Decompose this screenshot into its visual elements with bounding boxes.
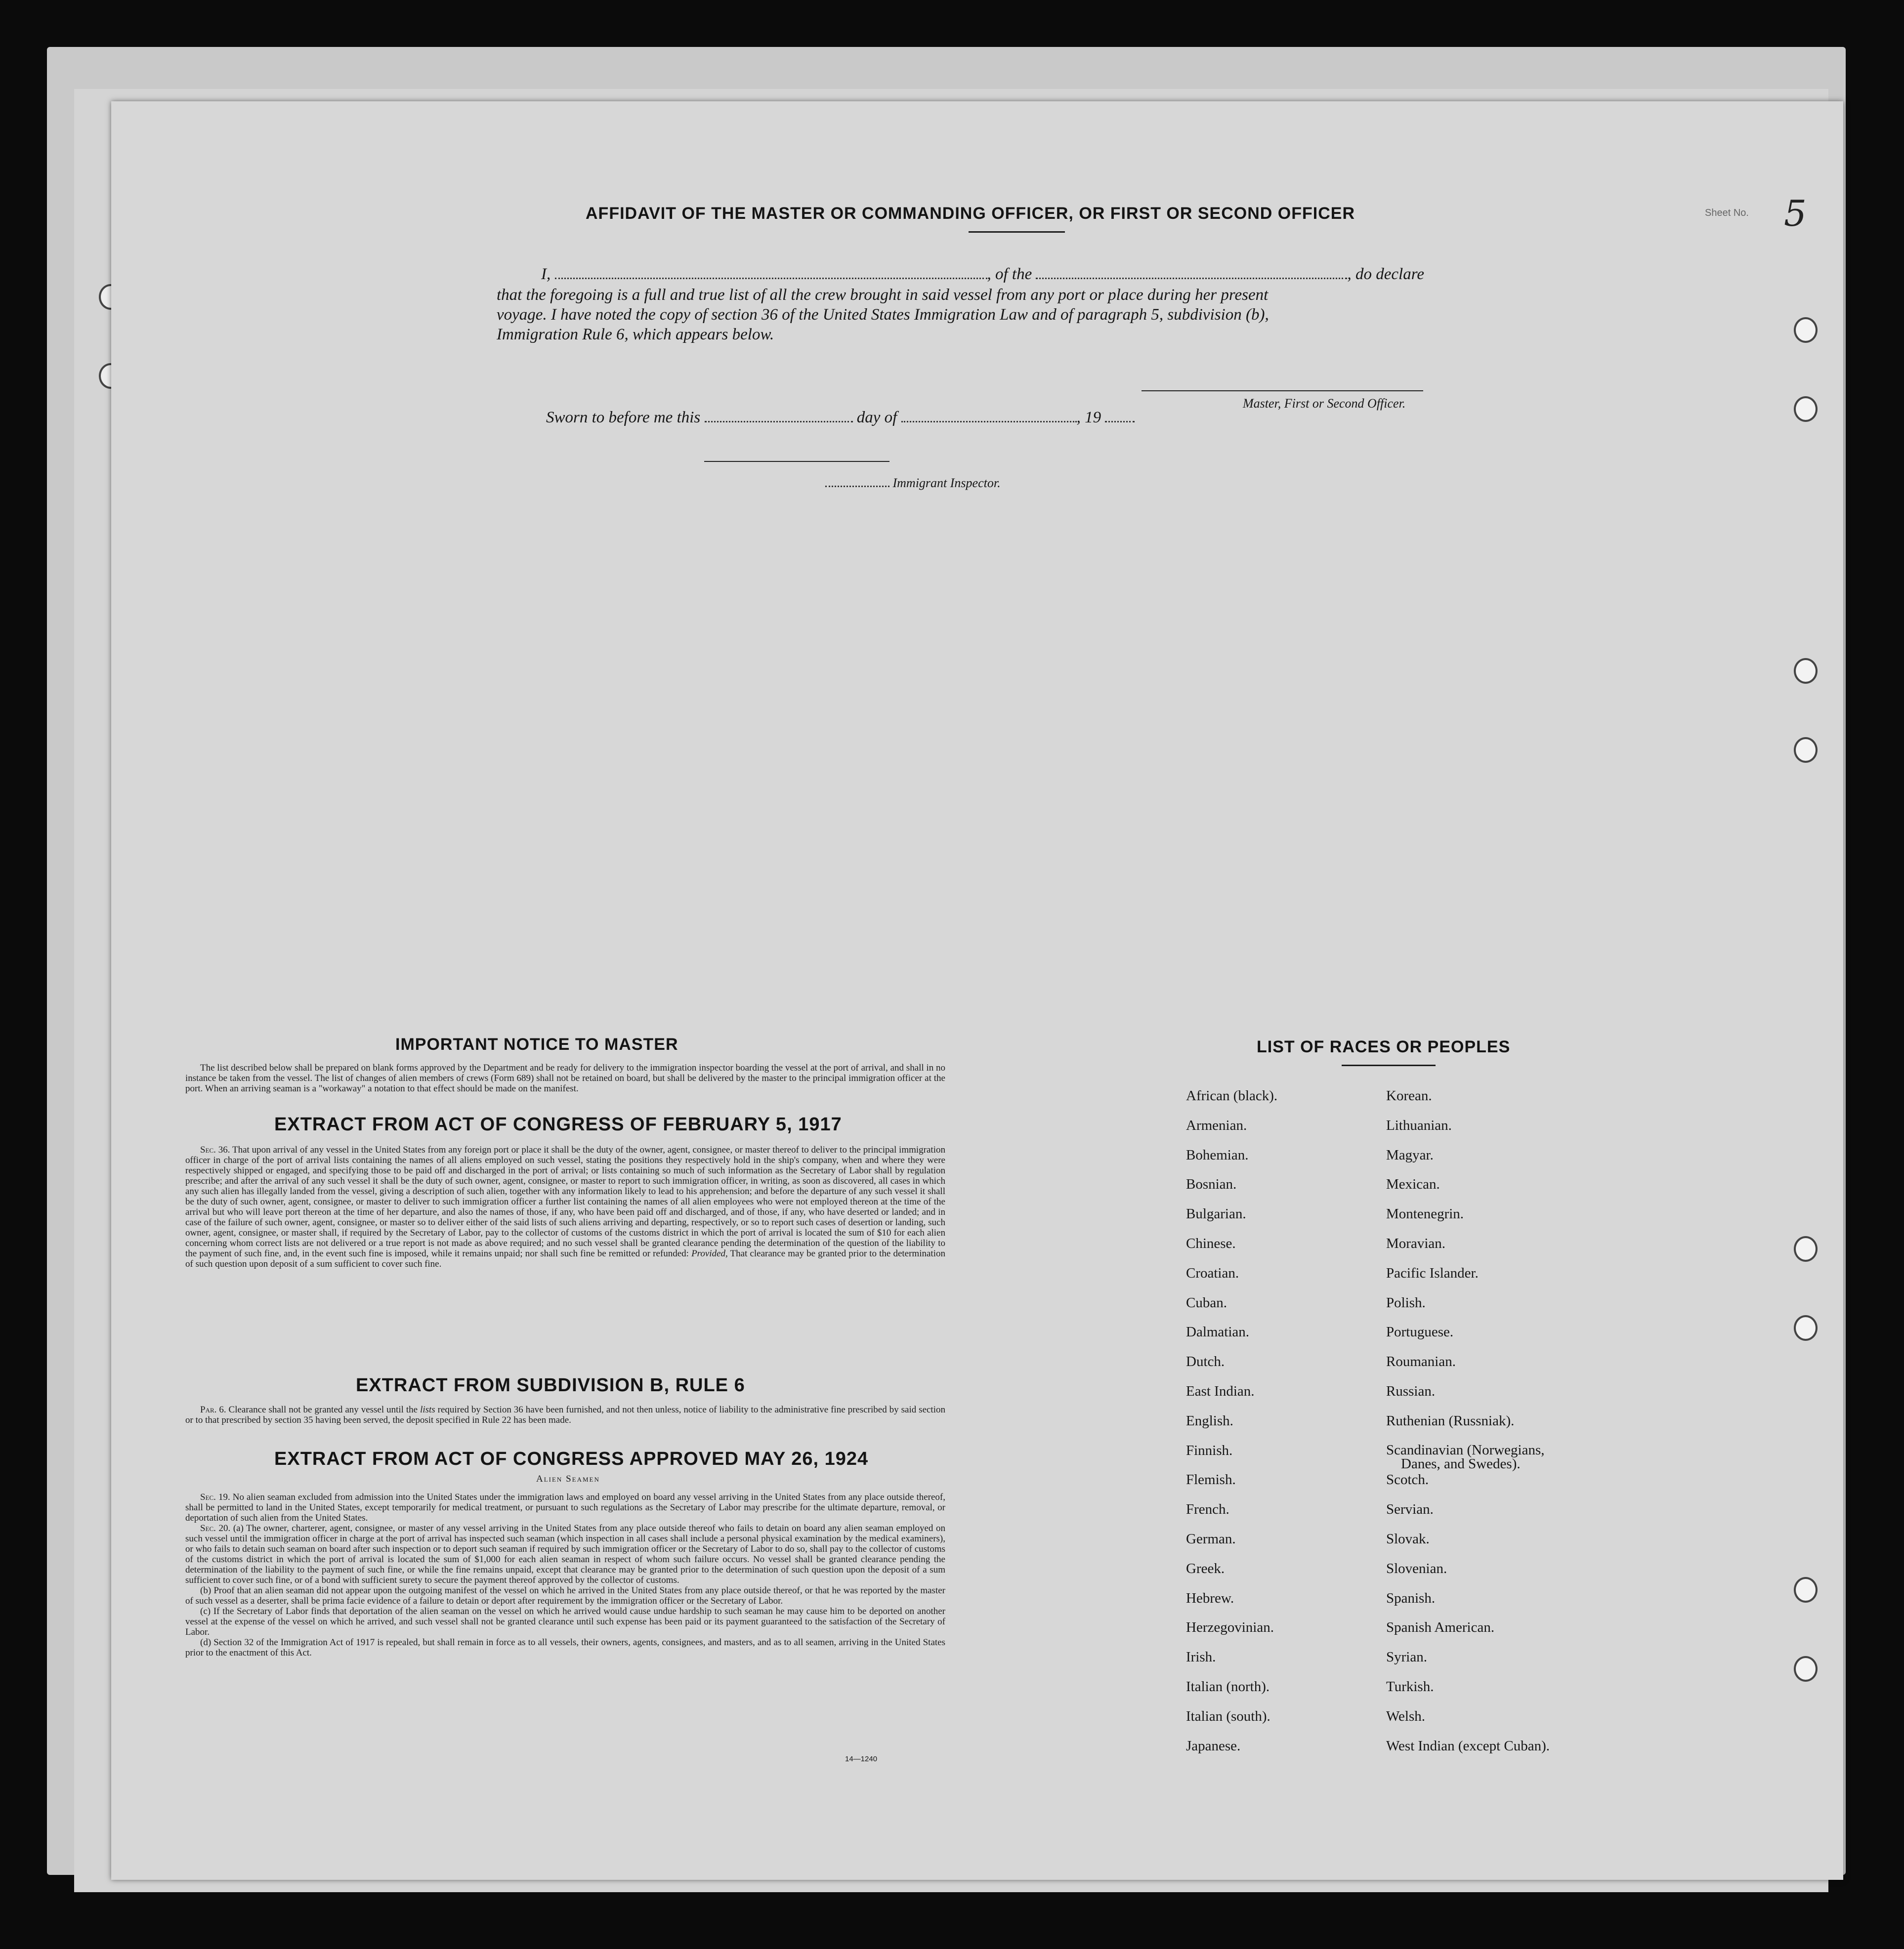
notice-title: IMPORTANT NOTICE TO MASTER	[395, 1035, 678, 1054]
master-signature-label: Master, First or Second Officer.	[1243, 396, 1406, 411]
month-blank[interactable]	[901, 418, 1077, 422]
binding-hole	[1794, 1577, 1818, 1603]
extract-1917-title: EXTRACT FROM ACT OF CONGRESS OF FEBRUARY 5, 1917	[274, 1114, 842, 1135]
affidavit-i: I,	[541, 265, 551, 283]
extract-rule6-body: Par. 6. Clearance shall not be granted any vessel until the lists required by Section 36 have been furnished, and not then unless, notice of liability to the administrative fine prescribed by said section or to that prescribed by section 35 having been served, the deposit specified in Rule 22 has been made.	[185, 1405, 945, 1425]
affidavit-declare: , do declare	[1347, 265, 1424, 283]
race-item: Slovak.	[1386, 1531, 1430, 1547]
race-item: Croatian.	[1186, 1265, 1239, 1281]
race-item: Montenegrin.	[1386, 1206, 1464, 1222]
races-title-rule	[1342, 1065, 1436, 1066]
form-number: 14—1240	[845, 1755, 878, 1763]
inspector-label: Immigrant Inspector.	[892, 476, 1001, 490]
race-item: Bosnian.	[1186, 1176, 1237, 1193]
race-item: Welsh.	[1386, 1708, 1426, 1724]
race-item: Lithuanian.	[1386, 1117, 1452, 1133]
race-item: Ruthenian (Russniak).	[1386, 1412, 1515, 1429]
binding-hole	[1794, 1656, 1818, 1682]
year-prefix: , 19	[1076, 409, 1101, 426]
sheet-no-label: Sheet No.	[1705, 207, 1749, 218]
notice-body: The list described below shall be prepared on blank forms approved by the Department and be ready for delivery to the immigration inspector boarding the vessel at the port of arrival, and shall in no instance be taken from the vessel. The list of changes of alien members of crews (Form 689) shall not be retained on board, but shall be delivered by the master to the principal immigration officer at the port. When an arriving seaman is a "workaway" a notation to that effect should be made on the manifest.	[185, 1063, 945, 1094]
binding-hole	[1794, 1315, 1818, 1341]
race-item: African (black).	[1186, 1088, 1278, 1104]
year-blank[interactable]	[1105, 418, 1135, 422]
race-item: French.	[1186, 1501, 1229, 1518]
binding-hole	[1794, 317, 1818, 343]
race-item: Irish.	[1186, 1649, 1216, 1665]
extract-1924-body: Sec. 19. No alien seaman excluded from admission into the United States under the immigration laws and employed on board any vessel arriving in the United States from any place outside thereof, shall be permitted to land in the United States, except temporarily for medical treatment, or pursuant to such regulations as the Secretary of Labor may prescribe for the ultimate departure, removal, or deportation of such alien from the United States. Sec. 20. (a) The owner, charterer, agent, consignee, or master of any vessel arriving in the United States from any place outside thereof who fails to detain on board any alien seaman employed on such vessel until the immigration officer in charge at the port of arrival has inspected such seaman (which inspection in all cases shall include a personal physical examination by the medical examiners), or who fails to detain such seaman on board after such inspection or to deport such seaman if required by such immigration officer or the Secretary of Labor to do so, shall pay to the collector of customs of the customs district in which the port of arrival is located the sum of $1,000 for each alien seaman in respect of whom such failure occurs. No vessel shall be granted clearance pending the determination of the liability to the payment of such fine, or while the fine remains unpaid, except that clearance may be granted prior to the determination of such question upon the deposit of a sum sufficient to cover such fine, or of a bond with sufficient surety to secure the payment thereof approved by the collector of customs. (b) Proof that an alien seaman did not appear upon the outgoing manifest of the vessel on which he arrived in the United States from any place outside thereof, or that he was reported by the master of such vessel as a deserter, shall be prima facie evidence of a failure to detain or deport after requirement by the immigration officer or the Secretary of Labor. (c) If the Secretary of Labor finds that deportation of the alien seaman on the vessel on which he arrived would cause undue hardship to such seaman he may cause him to be deported on another vessel at the expense of the vessel on which he arrived, and such vessel shall not be granted clearance until such expense has been paid or its payment guaranteed to the satisfaction of the Secretary of Labor. (d) Section 32 of the Immigration Act of 1917 is repealed, but shall remain in force as to all vessels, their owners, agents, consignees, and masters, and as to all seamen, arriving in the United States prior to the enactment of this Act.	[185, 1492, 945, 1658]
sworn-text: Sworn to before me this	[546, 409, 701, 426]
binding-hole	[1794, 1236, 1818, 1262]
alien-seamen-subtitle: Alien Seamen	[536, 1474, 600, 1484]
race-item: Polish.	[1386, 1294, 1426, 1311]
race-item: Servian.	[1386, 1501, 1434, 1518]
inspector-blank[interactable]	[825, 483, 889, 487]
inspector-signature-label	[825, 473, 1001, 493]
races-left-column	[1186, 1088, 1277, 1768]
race-item: Cuban.	[1186, 1294, 1227, 1311]
race-item: Italian (north).	[1186, 1678, 1270, 1695]
race-item: Flemish.	[1186, 1472, 1236, 1488]
race-item: Spanish American.	[1386, 1619, 1495, 1636]
race-item: Hebrew.	[1186, 1590, 1234, 1606]
race-item: Moravian.	[1386, 1235, 1445, 1251]
race-item: Turkish.	[1386, 1678, 1434, 1695]
sec-36-label: Sec. 36.	[200, 1145, 230, 1155]
extract-1917-body: Sec. 36. That upon arrival of any vessel in the United States from any foreign port or place it shall be the duty of the owner, agent, consignee, or master thereof to deliver to the principal immigration officer in charge of the port of arrival lists containing the names of all aliens employed on such vessel, stating the positions they respectively hold in the ship's company, when and where they were respectively shipped or engaged, and specifying those to be paid off and discharged in the port of arrival; or lists containing so much of such information as the Secretary of Labor shall by regulation prescribe; and after the arrival of any such vessel it shall be the duty of such owner, agent, consignee, or master to report to such immigration officer, in writing, as soon as discovered, all cases in which any such alien has illegally landed from the vessel, giving a description of such alien, together with any information likely to lead to his apprehension; and before the departure of any such vessel it shall be the duty of such owner, agent, consignee, or master to deliver to such immigration officer a further list containing the names of all alien employees who were not employed thereon at the time of the arrival but who will leave port thereon at the time of her departure, and also the names of those, if any, who have been paid off and discharged, and of those, if any, who have deserted or landed; and in case of the failure of such owner, agent, consignee, or master so to deliver either of the said lists of such aliens arriving and departing, respectively, or so to report such cases of desertion or landing, such owner, agent, consignee, or master shall, if required by the Secretary of Labor, pay to the collector of customs of the customs district in which the port of arrival is located the sum of $10 for each alien concerning whom correct lists are not delivered or a true report is not made as above required; and no such vessel shall be granted clearance pending the determination of the question of the liability to the payment of such fine, and, in the event such fine is imposed, while it remains unpaid; nor shall such fine be remitted or refunded: Provided, That clearance may be granted prior to the determination of such question upon deposit of a sum sufficient to cover such fine.	[185, 1145, 945, 1269]
sworn-line	[546, 408, 1135, 427]
race-item: Dalmatian.	[1186, 1324, 1250, 1340]
affidavit-line-4: Immigration Rule 6, which appears below.	[497, 326, 774, 343]
race-item: Italian (south).	[1186, 1708, 1270, 1724]
race-item: Armenian.	[1186, 1117, 1247, 1133]
extract-1924-title: EXTRACT FROM ACT OF CONGRESS APPROVED MAY 26, 1924	[274, 1449, 869, 1469]
binding-hole	[1794, 658, 1818, 684]
affidavit-title: AFFIDAVIT OF THE MASTER OR COMMANDING OFFICER, OR FIRST OR SECOND OFFICER	[586, 204, 1355, 223]
races-title: LIST OF RACES OR PEOPLES	[1257, 1037, 1511, 1056]
day-blank[interactable]	[705, 418, 853, 422]
extract-rule6-title: EXTRACT FROM SUBDIVISION B, RULE 6	[356, 1375, 745, 1396]
document-page	[111, 101, 1843, 1880]
race-item: German.	[1186, 1531, 1236, 1547]
race-item: Syrian.	[1386, 1649, 1427, 1665]
race-item: Chinese.	[1186, 1235, 1236, 1251]
race-item: Spanish.	[1386, 1590, 1436, 1606]
race-item: Finnish.	[1186, 1442, 1233, 1458]
inspector-signature-line[interactable]	[704, 461, 889, 462]
name-blank[interactable]	[555, 275, 987, 279]
vessel-blank[interactable]	[1036, 275, 1347, 279]
title-rule	[969, 231, 1065, 233]
race-item: Korean.	[1386, 1088, 1432, 1104]
affidavit-of-the: , of the	[987, 265, 1032, 283]
sheet-number: 5	[1784, 193, 1807, 234]
race-item: East Indian.	[1186, 1383, 1255, 1399]
race-item: Portuguese.	[1386, 1324, 1454, 1340]
race-item: Greek.	[1186, 1560, 1225, 1576]
binding-hole	[1794, 396, 1818, 422]
race-item: Roumanian.	[1386, 1354, 1456, 1370]
race-item: Magyar.	[1386, 1147, 1434, 1163]
race-item: Japanese.	[1186, 1738, 1241, 1754]
race-item: Scandinavian (Norwegians, Danes, and Swedes).	[1386, 1442, 1545, 1472]
affidavit-line-3: voyage. I have noted the copy of section 36 of the United States Immigration Law and of paragraph 5, subdivision (b),	[497, 306, 1269, 324]
binding-hole	[1794, 737, 1818, 763]
affidavit-line-2: that the foregoing is a full and true list of all the crew brought in said vessel from any port or place during her present	[497, 286, 1269, 304]
race-item: Russian.	[1386, 1383, 1436, 1399]
master-signature-line[interactable]	[1142, 390, 1423, 391]
race-item: Bohemian.	[1186, 1147, 1249, 1163]
race-item: Pacific Islander.	[1386, 1265, 1479, 1281]
race-item: Scotch.	[1386, 1472, 1429, 1488]
race-item: English.	[1186, 1412, 1233, 1429]
race-item: Mexican.	[1386, 1176, 1440, 1193]
race-item: Slovenian.	[1386, 1560, 1447, 1576]
day-of-text: day of	[856, 409, 897, 426]
race-item: Dutch.	[1186, 1354, 1225, 1370]
race-item: Herzegovinian.	[1186, 1619, 1274, 1636]
race-item: West Indian (except Cuban).	[1386, 1738, 1550, 1754]
races-right-column	[1386, 1088, 1550, 1768]
race-item: Bulgarian.	[1186, 1206, 1246, 1222]
affidavit-line-1	[541, 264, 1424, 284]
